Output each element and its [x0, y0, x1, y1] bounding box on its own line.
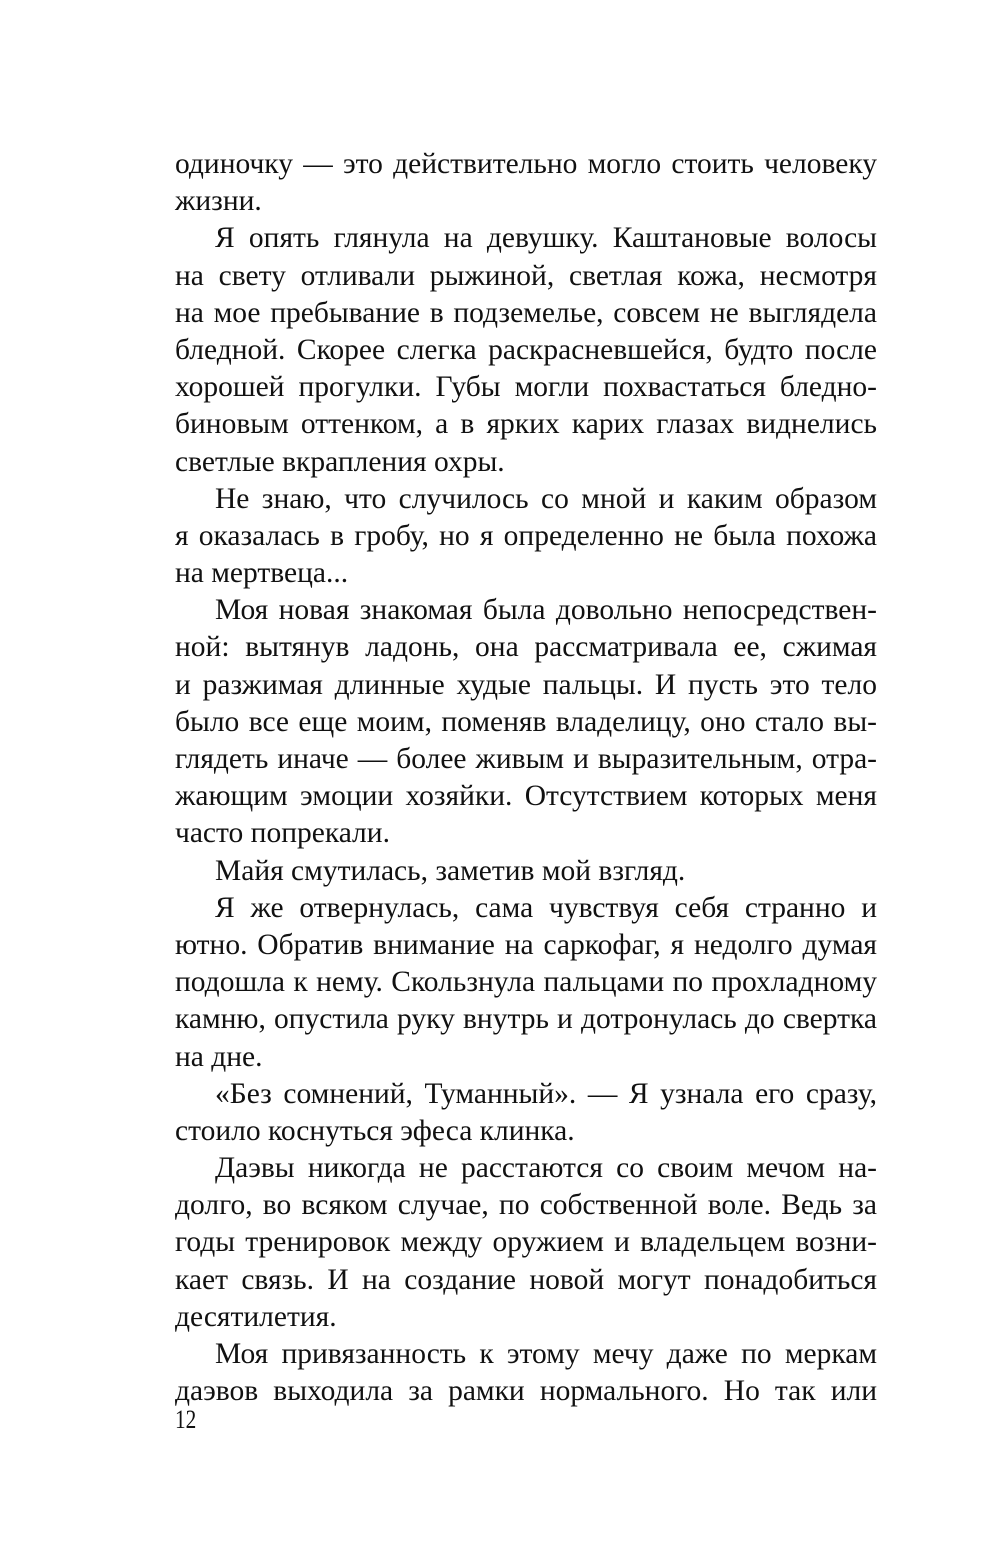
text-line: биновым оттенком, а в ярких карих глазах виднелись: [175, 408, 877, 441]
text-line: Моя привязанность к этому мечу даже по меркам: [215, 1338, 877, 1370]
text-line: жизни.: [175, 185, 262, 218]
text-line: на дне.: [175, 1040, 263, 1073]
text-line: глядеть иначе — более живым и выразительным, отра-: [175, 743, 877, 775]
text-line: на свету отливали рыжиной, светлая кожа, несмотря: [175, 259, 877, 292]
text-line: стоило коснуться эфеса клинка.: [175, 1114, 575, 1147]
text-line: ютно. Обратив внимание на саркофаг, я недолго думая: [175, 928, 877, 961]
text-line: одиночку — это действительно могло стоить человеку: [175, 148, 877, 180]
text-line: Майя смутилась, заметив мой взгляд.: [215, 854, 686, 887]
text-line: даэвов выходила за рамки нормального. Но так или: [175, 1375, 877, 1408]
text-line: я оказалась в гробу, но я определенно не была похожа: [175, 519, 877, 552]
text-line: камню, опустила руку внутрь и дотронулась до свертка: [175, 1003, 877, 1036]
text-line: «Без сомнений, Туманный». — Я узнала его сразу,: [215, 1077, 877, 1110]
text-line: хорошей прогулки. Губы могли похвастаться бледно-: [175, 371, 877, 404]
text-line: было все еще моим, поменяв владелицу, оно стало вы-: [175, 705, 877, 738]
text-line: жающим эмоции хозяйки. Отсутствием которых меня: [175, 780, 877, 813]
text-line: на мое пребывание в подземелье, совсем не выглядела: [175, 296, 877, 329]
text-line: ной: вытянув ладонь, она рассматривала ее, сжимая: [175, 631, 877, 664]
text-line: светлые вкрапления охры.: [175, 445, 505, 478]
text-line: часто попрекали.: [175, 817, 390, 850]
text-line: подошла к нему. Скользнула пальцами по прохладному: [175, 966, 877, 999]
text-line: долго, во всяком случае, по собственной воле. Ведь за: [175, 1189, 877, 1222]
text-line: бледной. Скорее слегка раскрасневшейся, будто после: [175, 333, 877, 366]
text-line: десятилетия.: [175, 1300, 337, 1333]
body-text: [175, 146, 877, 1410]
text-line: Даэвы никогда не расстаются со своим мечом на-: [215, 1152, 877, 1185]
text-line: кает связь. И на создание новой могут понадобиться: [175, 1263, 877, 1296]
text-line: Не знаю, что случилось со мной и каким образом: [215, 482, 877, 515]
text-line: годы тренировок между оружием и владельцем возни-: [175, 1226, 877, 1259]
text-line: Моя новая знакомая была довольно непосредствен-: [215, 594, 877, 627]
page-number: 12: [175, 1405, 197, 1434]
text-line: и разжимая длинные худые пальцы. И пусть это тело: [175, 668, 877, 701]
text-line: Я же отвернулась, сама чувствуя себя странно и: [215, 891, 877, 924]
text-line: Я опять глянула на девушку. Каштановые волосы: [215, 222, 877, 255]
text-line: на мертвеца...: [175, 557, 349, 590]
